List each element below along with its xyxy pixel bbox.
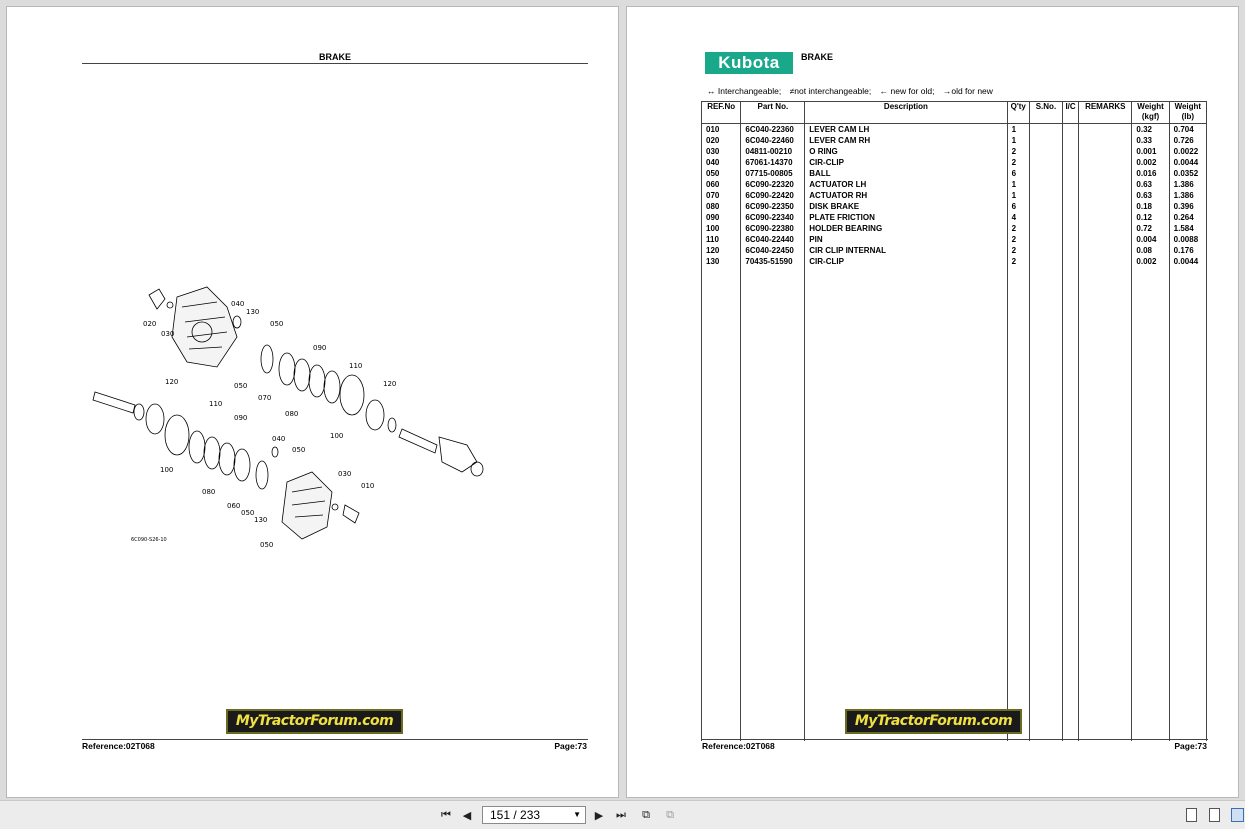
table-cell: 0.0022 (1169, 146, 1206, 157)
table-cell (1062, 234, 1078, 245)
table-cell (1029, 234, 1062, 245)
svg-text:130: 130 (254, 516, 268, 524)
table-cell: 060 (702, 179, 741, 190)
table-cell: CIR-CLIP (805, 256, 1007, 267)
table-cell: O RING (805, 146, 1007, 157)
table-filler-cell (805, 267, 1007, 741)
table-cell (1029, 146, 1062, 157)
svg-text:060: 060 (227, 502, 241, 510)
table-cell: 6C090-22320 (741, 179, 805, 190)
table-cell (1062, 223, 1078, 234)
column-header: Q'ty (1007, 102, 1029, 124)
table-cell (1062, 201, 1078, 212)
table-cell (1062, 146, 1078, 157)
table-cell: 080 (702, 201, 741, 212)
table-cell: 0.264 (1169, 212, 1206, 223)
table-cell: 110 (702, 234, 741, 245)
table-cell: 2 (1007, 256, 1029, 267)
table-cell: 6 (1007, 168, 1029, 179)
table-cell: 0.32 (1132, 124, 1169, 136)
table-row (702, 234, 1207, 245)
svg-text:010: 010 (361, 482, 375, 490)
table-cell: 0.08 (1132, 245, 1169, 256)
svg-text:100: 100 (160, 466, 174, 474)
table-cell (1079, 212, 1132, 223)
table-cell: 100 (702, 223, 741, 234)
table-cell: 0.0044 (1169, 256, 1206, 267)
table-cell: 6C040-22460 (741, 135, 805, 146)
table-cell: 0.33 (1132, 135, 1169, 146)
table-row (702, 157, 1207, 168)
table-cell (1079, 190, 1132, 201)
svg-text:050: 050 (292, 446, 306, 454)
table-filler-cell (1132, 267, 1169, 741)
single-page-icon[interactable] (1186, 808, 1197, 822)
table-cell: 6C040-22360 (741, 124, 805, 136)
table-row (702, 168, 1207, 179)
table-cell: BALL (805, 168, 1007, 179)
footer-page-number: Page:73 (554, 741, 587, 751)
right-page (626, 6, 1239, 798)
table-cell (1029, 179, 1062, 190)
table-cell: 020 (702, 135, 741, 146)
table-cell: DISK BRAKE (805, 201, 1007, 212)
svg-text:100: 100 (330, 432, 344, 440)
column-header: I/C (1062, 102, 1078, 124)
svg-text:050: 050 (234, 382, 248, 390)
two-page-icon[interactable] (1231, 808, 1244, 822)
table-cell: 2 (1007, 146, 1029, 157)
table-cell: 1 (1007, 135, 1029, 146)
footer-divider (82, 739, 588, 740)
column-header: Weight (kgf) (1132, 102, 1169, 124)
table-cell: 4 (1007, 212, 1029, 223)
table-cell: 0.016 (1132, 168, 1169, 179)
table-cell: 6C090-22380 (741, 223, 805, 234)
svg-text:120: 120 (165, 378, 179, 386)
table-cell: 6C040-22450 (741, 245, 805, 256)
footer-reference: Reference:02T068 (702, 741, 775, 751)
table-cell: 0.004 (1132, 234, 1169, 245)
table-cell: 6C090-22350 (741, 201, 805, 212)
table-filler-cell (702, 267, 741, 741)
column-header: Part No. (741, 102, 805, 124)
legend-item: ↔ Interchangeable; (707, 86, 782, 96)
footer-page-number: Page:73 (1174, 741, 1207, 751)
table-cell: 6C090-22420 (741, 190, 805, 201)
table-cell: 1 (1007, 190, 1029, 201)
table-cell (1079, 179, 1132, 190)
table-cell (1062, 124, 1078, 136)
table-cell: 1.386 (1169, 190, 1206, 201)
table-cell: 090 (702, 212, 741, 223)
table-row (702, 201, 1207, 212)
page-title: BRAKE (801, 52, 834, 62)
table-cell (1062, 256, 1078, 267)
legend-item: ≠not interchangeable; (789, 86, 872, 96)
prev-page-icon[interactable]: ◀ (462, 809, 472, 822)
table-cell (1029, 190, 1062, 201)
rotate-icon[interactable]: ⧉ (642, 808, 650, 821)
page-title: BRAKE (82, 52, 588, 64)
table-cell: 0.0088 (1169, 234, 1206, 245)
table-cell: CIR CLIP INTERNAL (805, 245, 1007, 256)
table-row (702, 146, 1207, 157)
table-cell (1029, 135, 1062, 146)
table-cell: 0.002 (1132, 256, 1169, 267)
svg-text:130: 130 (246, 308, 260, 316)
svg-text:050: 050 (270, 320, 284, 328)
table-cell: 040 (702, 157, 741, 168)
table-cell: 070 (702, 190, 741, 201)
table-cell: PIN (805, 234, 1007, 245)
svg-text:020: 020 (143, 320, 157, 328)
table-cell: LEVER CAM RH (805, 135, 1007, 146)
table-cell (1029, 245, 1062, 256)
table-cell: 04811-00210 (741, 146, 805, 157)
parts-table-body (702, 124, 1207, 742)
exploded-parts-diagram (77, 277, 497, 557)
footer-reference: Reference:02T068 (82, 741, 155, 751)
table-cell (1062, 212, 1078, 223)
kubota-logo: Kubota (705, 52, 793, 74)
table-cell (1079, 146, 1132, 157)
svg-text:050: 050 (241, 509, 255, 517)
viewer-toolbar (0, 800, 1245, 829)
table-cell: 0.726 (1169, 135, 1206, 146)
page-indicator: 151 / 233 (490, 808, 541, 822)
table-cell (1029, 157, 1062, 168)
table-cell: 0.396 (1169, 201, 1206, 212)
table-cell (1062, 135, 1078, 146)
table-cell: 6C040-22440 (741, 234, 805, 245)
table-cell: 2 (1007, 223, 1029, 234)
svg-text:120: 120 (383, 380, 397, 388)
table-cell: 1.584 (1169, 223, 1206, 234)
table-cell: 130 (702, 256, 741, 267)
table-cell: CIR-CLIP (805, 157, 1007, 168)
table-cell: 0.0352 (1169, 168, 1206, 179)
legend-item: ← new for old; (879, 86, 935, 96)
table-cell: 0.0044 (1169, 157, 1206, 168)
table-filler-cell (1007, 267, 1029, 741)
table-filler-cell (1079, 267, 1132, 741)
table-row (702, 124, 1207, 136)
table-cell: 0.704 (1169, 124, 1206, 136)
table-cell: 2 (1007, 245, 1029, 256)
svg-text:090: 090 (313, 344, 327, 352)
svg-text:040: 040 (272, 435, 286, 443)
page-selector[interactable] (482, 806, 586, 824)
copy-icon[interactable]: ⧉ (666, 808, 674, 821)
footer-divider (702, 739, 1208, 740)
table-row (702, 212, 1207, 223)
column-header: Weight (lb) (1169, 102, 1206, 124)
table-filler-cell (1169, 267, 1206, 741)
table-cell (1079, 168, 1132, 179)
svg-text:070: 070 (258, 394, 272, 402)
table-cell: 120 (702, 245, 741, 256)
svg-text:040: 040 (231, 300, 245, 308)
first-page-icon[interactable]: ⏮ (441, 808, 451, 821)
table-filler-cell (1029, 267, 1062, 741)
continuous-icon[interactable] (1209, 808, 1220, 822)
legend-item: →old for new (942, 86, 993, 96)
table-cell: 010 (702, 124, 741, 136)
table-row (702, 245, 1207, 256)
table-cell: 0.18 (1132, 201, 1169, 212)
table-cell: 0.176 (1169, 245, 1206, 256)
table-cell (1062, 190, 1078, 201)
table-cell (1079, 157, 1132, 168)
table-cell (1079, 234, 1132, 245)
svg-text:110: 110 (209, 400, 223, 408)
table-cell: 030 (702, 146, 741, 157)
column-header: REMARKS (1079, 102, 1132, 124)
table-cell: 1 (1007, 124, 1029, 136)
watermark-logo: MyTractorForum.com (845, 709, 1022, 734)
table-filler-cell (741, 267, 805, 741)
table-filler-row (702, 267, 1207, 741)
table-row (702, 256, 1207, 267)
parts-table (701, 101, 1207, 741)
table-filler-cell (1062, 267, 1078, 741)
table-cell: 0.72 (1132, 223, 1169, 234)
svg-text:080: 080 (202, 488, 216, 496)
table-cell (1079, 256, 1132, 267)
table-cell: ACTUATOR RH (805, 190, 1007, 201)
table-cell (1079, 124, 1132, 136)
table-cell: 0.002 (1132, 157, 1169, 168)
table-cell: ACTUATOR LH (805, 179, 1007, 190)
table-cell: 2 (1007, 234, 1029, 245)
column-header: S.No. (1029, 102, 1062, 124)
table-cell (1079, 201, 1132, 212)
svg-text:050: 050 (260, 541, 274, 549)
left-page (6, 6, 619, 798)
table-cell (1062, 157, 1078, 168)
interchange-legend (707, 86, 999, 96)
table-cell: 0.63 (1132, 190, 1169, 201)
table-cell: 050 (702, 168, 741, 179)
table-cell (1029, 212, 1062, 223)
svg-text:110: 110 (349, 362, 363, 370)
table-cell: 6 (1007, 201, 1029, 212)
column-header: REF.No (702, 102, 741, 124)
svg-text:030: 030 (161, 330, 175, 338)
table-row (702, 179, 1207, 190)
svg-text:080: 080 (285, 410, 299, 418)
table-cell (1029, 124, 1062, 136)
table-row (702, 223, 1207, 234)
svg-text:090: 090 (234, 414, 248, 422)
table-cell: 0.63 (1132, 179, 1169, 190)
column-header: Description (805, 102, 1007, 124)
svg-text:030: 030 (338, 470, 352, 478)
table-cell (1079, 223, 1132, 234)
table-cell (1029, 223, 1062, 234)
table-cell (1062, 245, 1078, 256)
table-row (702, 190, 1207, 201)
table-cell: 07715-00805 (741, 168, 805, 179)
table-cell: 1.386 (1169, 179, 1206, 190)
table-cell (1079, 135, 1132, 146)
table-cell (1062, 179, 1078, 190)
table-cell: 67061-14370 (741, 157, 805, 168)
table-cell (1079, 245, 1132, 256)
table-cell: 1 (1007, 179, 1029, 190)
svg-text:6C090-S26-10: 6C090-S26-10 (131, 537, 167, 543)
chevron-down-icon: ▼ (573, 810, 581, 819)
table-header-row (702, 102, 1207, 124)
table-cell (1029, 201, 1062, 212)
table-cell: 2 (1007, 157, 1029, 168)
table-cell: LEVER CAM LH (805, 124, 1007, 136)
table-cell: 6C090-22340 (741, 212, 805, 223)
table-cell (1029, 168, 1062, 179)
table-cell (1029, 256, 1062, 267)
watermark-logo: MyTractorForum.com (226, 709, 403, 734)
table-cell: 0.12 (1132, 212, 1169, 223)
table-cell (1062, 168, 1078, 179)
table-cell: HOLDER BEARING (805, 223, 1007, 234)
table-row (702, 135, 1207, 146)
table-cell: PLATE FRICTION (805, 212, 1007, 223)
table-cell: 70435-51590 (741, 256, 805, 267)
table-cell: 0.001 (1132, 146, 1169, 157)
last-page-icon[interactable]: ⏭ (616, 808, 626, 821)
next-page-icon[interactable]: ▶ (594, 809, 604, 822)
